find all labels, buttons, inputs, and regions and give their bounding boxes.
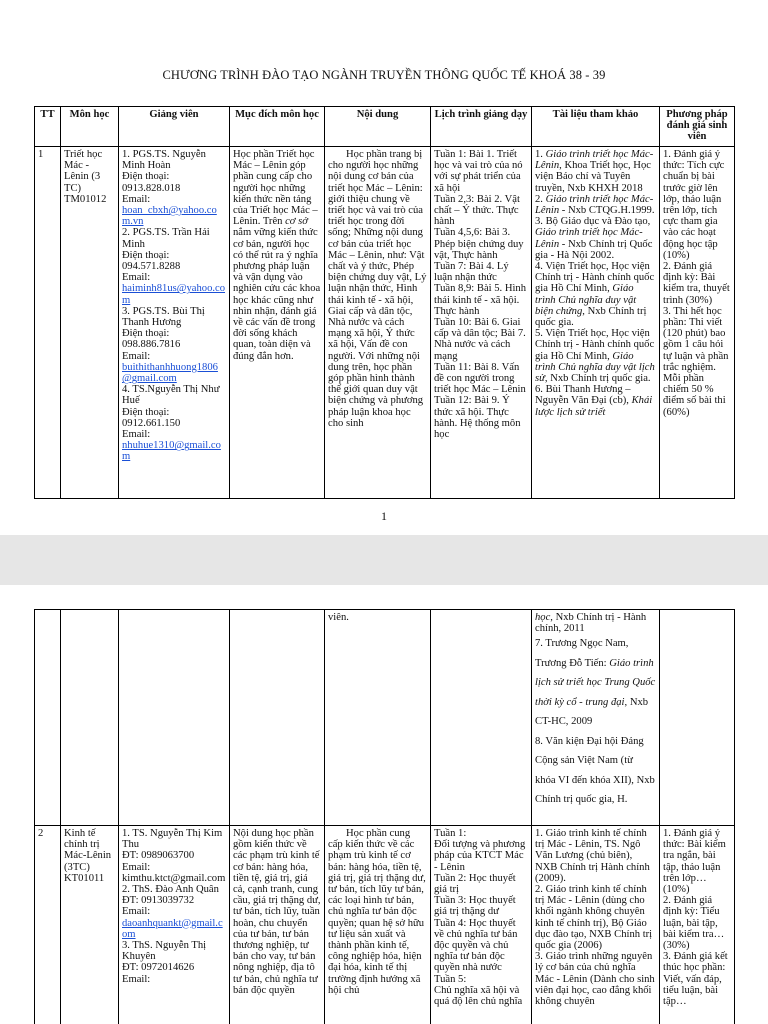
lecturer: 3. ThS. Nguyễn Thị Khuyên ĐT: 0972014626 Email: <box>122 940 207 985</box>
email-link[interactable]: daoanhquankt@gmail.com <box>122 917 223 940</box>
row1-course: Triết học Mác - Lênin (3 TC) TM01012 <box>61 147 119 499</box>
curriculum-table-page-2 <box>34 609 735 1024</box>
page-gap <box>0 535 768 585</box>
row1-tt: 1 <box>35 147 61 499</box>
list-item: 5. Viện Triết học, Học viện Chính trị - Hành chính quốc gia Hồ Chí Minh, Giáo trình Chủ nghĩa duy vật lịch sử, Nxb Chính trị quốc gia. <box>535 328 655 385</box>
list-item: 2. Giáo trình triết học Mác-Lênin - Nxb CTQG.H.1999. <box>535 193 655 217</box>
row1-schedule: Tuần 1: Bài 1. Triết học và vai trò của nó với sự phát triển của xã hội Tuần 2,3: Bài 2. Vật chất – Ý thức. Thực hành Tuần 4,5,6: Bài 3. Phép biện chứng duy vật, Thực hành Tuần 7: Bài 4. Lý luận nhận thức Tuần 8,9: Bài 5. Hình thái kinh tế - xã hội. Thực hành Tuần 10: Bài 6. Giai cấp và dân tộc; Bài 7. Nhà nước và cách mạng Tuần 11: Bài 8. Vấn đề con người trong triết học Mác – Lênin Tuần 12: Bài 9. Ý thức xã hội. Thực hành. Hệ thống môn học <box>431 147 532 499</box>
header-mon-hoc: Môn học <box>61 107 119 147</box>
row2-course: Kinh tế chính trị Mác-Lênin (3TC) KT01011 <box>61 826 119 1024</box>
row1-content-continued: viên. <box>325 610 431 826</box>
row2-assessment: 1. Đánh giá ý thức: Bài kiểm tra ngắn, bài tập, thảo luận trên lớp… (10%) 2. Đánh giá định kỳ: Tiểu luận, bài tập, bài kiểm tra… (30%) 3. Đánh giá kết thúc học phần: Viết, vấn đáp, tiểu luận, bài tập… <box>660 826 735 1024</box>
email-link[interactable]: hoan_cbxh@yahoo.com.vn <box>122 205 217 228</box>
row1-purpose: Học phần Triết học Mác – Lênin góp phần cung cấp cho người học những kiến thức nền tảng của Triết học Mác – Lênin. Trên cơ sở nắm vững kiến thức cơ bản, người học có thể rút ra ý nghĩa phương pháp luận và vận dụng vào nghiên cứu các khoa học khác cũng như nhìn nhận, đánh giá về các vấn đề trong đời sống khách quan, toàn diện và đúng đắn hơn. <box>230 147 325 499</box>
row1-references-continued: học, Nxb Chính trị - Hành chính, 2011 7. Trương Ngọc Nam, Trương Đỗ Tiến: Giáo trình lịch sử triết học Trung Quốc thời kỳ cổ - trung đại, Nxb CT-HC, 2009 8. Văn kiện Đại hội Đảng Cộng sản Việt Nam (từ khóa VI đến khóa XII), Nxb Chính trị quốc gia, H. <box>532 610 660 826</box>
list-item: 1. Giáo trình triết học Mác-Lênin, Khoa Triết học, Học viện Báo chí và Tuyên truyền, Nxb KHXH 2018 <box>535 149 654 194</box>
header-tt: TT <box>35 107 61 147</box>
header-phuong-phap: Phương pháp đánh giá sinh viên <box>660 107 735 147</box>
header-giang-vien: Giảng viên <box>119 107 230 147</box>
list-item: 6. Bùi Thanh Hương – Nguyễn Văn Đại (cb), Khái lược lịch sử triết <box>535 384 653 418</box>
table-row <box>35 610 735 826</box>
row1-lecturers <box>119 147 230 499</box>
lecturer: 1. PGS.TS. Nguyễn Minh Hoàn Điện thoại: 0913.828.018 Email: hoan_cbxh@yahoo.com.vn <box>122 149 217 228</box>
row1-references <box>532 147 660 499</box>
table-header-row <box>35 107 735 147</box>
email-link[interactable]: haiminh81us@yahoo.com <box>122 283 226 306</box>
list-item: 8. Văn kiện Đại hội Đảng Cộng sản Việt Nam (từ khóa VI đến khóa XII), Nxb Chính trị quốc gia, H. <box>535 735 655 806</box>
lecturer: 1. TS. Nguyễn Thị Kim Thu ĐT: 0989063700 Email: kimthu.ktct@gmail.com <box>122 828 226 884</box>
list-item: 3. Bộ Giáo dục và Đào tạo, Giáo trình triết học Mác-Lênin - Nxb Chính trị Quốc gia - Hà Nội 2002. <box>535 216 653 261</box>
header-muc-dich: Mục đích môn học <box>230 107 325 147</box>
table-row <box>35 826 735 1024</box>
page-number: 1 <box>381 509 387 523</box>
row2-tt: 2 <box>35 826 61 1024</box>
row1-assessment: 1. Đánh giá ý thức: Tích cực chuẩn bị bài trước giờ lên lớp, thảo luận trên lớp, tích cực tham gia vào các hoạt động học tập (10%) 2. Đánh giá định kỳ: Bài kiểm tra, thuyết trình (30%) 3. Thi hết học phần: Thi viết (120 phút) bao gồm 1 câu hỏi tự luận và phần trắc nghiệm. Mỗi phần chiếm 50 % điểm số bài thi (60%) <box>660 147 735 499</box>
row2-schedule: Tuần 1: Đối tượng và phương pháp của KTCT Mác - Lênin Tuần 2: Học thuyết giá trị Tuần 3: Học thuyết giá trị thặng dư Tuần 4: Học thuyết về chủ nghĩa tư bản độc quyền và chủ nghĩa tư bản độc quyền nhà nước Tuần 5: Chủ nghĩa xã hội và quá độ lên chủ nghĩa <box>431 826 532 1024</box>
table-row <box>35 147 735 499</box>
lecturer: 2. PGS.TS. Trần Hải Minh Điện thoại: 094.571.8288 Email: haiminh81us@yahoo.com <box>122 227 226 306</box>
lecturer: 4. TS.Nguyễn Thị Như Huế Điện thoại: 0912.661.150 Email: nhuhue1310@gmail.com <box>122 384 221 463</box>
lecturer: 3. PGS.TS. Bùi Thị Thanh Hương Điện thoại: 098.886.7816 Email: buithithanhhuong1806@gmail.com <box>122 305 218 385</box>
lecturer: 2. ThS. Đào Anh Quân ĐT: 0913039732 Email: daoanhquankt@gmail.com <box>122 884 223 940</box>
row1-content: Học phần trang bị cho người học những nội dung cơ bản của triết học Mác – Lênin: giới thiệu chung về triết học và vai trò của triết học trong đời sống; Những nội dung cơ bản của triết học Mác – Lênin, như: Vật chất và ý thức, Phép biện chứng duy vật, Lý luận nhận thức, Hình thái kinh tế - xã hội, Giai cấp và dân tộc, Nhà nước và cách mạng xã hội, Ý thức xã hội, Vấn đề con người. Với những nội dung trên, học phần góp phần hình thành thế giới quan duy vật biện chứng và phương pháp luận khoa học cho sinh <box>325 147 431 499</box>
row2-lecturers <box>119 826 230 1024</box>
document-title: CHƯƠNG TRÌNH ĐÀO TẠO NGÀNH TRUYỀN THÔNG QUỐC TẾ KHOÁ 38 - 39 <box>162 68 606 82</box>
list-item: 4. Viện Triết học, Học viện Chính trị - Hành chính quốc gia Hồ Chí Minh, Giáo trình Chủ nghĩa duy vật biện chứng, Nxb Chính trị quốc gia. <box>535 261 655 329</box>
row2-purpose: Nội dung học phần gồm kiến thức về các phạm trù kinh tế cơ bản: hàng hóa, tiền tệ, giá trị, giá cả, cạnh tranh, cung cầu, giá trị thặng dư, tư bản, tích lũy, tuần hoàn, chu chuyển của tư bản, tư bản thương nghiệp, tư bản cho vay, tư bản nông nghiệp, địa tô tư bản, chủ nghĩa tư bản độc quyền <box>230 826 325 1024</box>
email-link[interactable]: nhuhue1310@gmail.com <box>122 440 221 463</box>
curriculum-table-page-1 <box>34 106 735 499</box>
row2-content: Học phần cung cấp kiến thức về các phạm trù kinh tế cơ bản: hàng hóa, tiền tệ, giá trị, giá trị thặng dư, tư bản, tích lũy tư bản, các loại hình tư bản, chủ nghĩa tư bản độc quyền; quan hệ sở hữu tư liệu sản xuất và thành phần kinh tế, công nghiệp hóa, hiện đại hóa, kinh tế thị trường định hướng xã hội chủ <box>325 826 431 1024</box>
email-text: kimthu.ktct@gmail.com <box>122 872 226 884</box>
header-tai-lieu: Tài liệu tham khảo <box>532 107 660 147</box>
list-item: 7. Trương Ngọc Nam, Trương Đỗ Tiến: Giáo trình lịch sử triết học Trung Quốc thời kỳ cổ - trung đại, Nxb CT-HC, 2009 <box>535 638 656 728</box>
page-2 <box>0 585 768 1024</box>
row2-references: 1. Giáo trình kinh tế chính trị Mác - Lênin, TS. Ngô Văn Lương (chủ biên), NXB Chính trị Hành chính (2009). 2. Giáo trình kinh tế chính trị Mác - Lênin (dùng cho khối ngành không chuyên kinh tế chính trị), Bộ Giáo dục đào tạo, NXB Chính trị quốc gia (2006) 3. Giáo trình những nguyên lý cơ bản của chủ nghĩa Mác - Lênin (Dành cho sinh viên đại học, cao đẳng khối không chuyên <box>532 826 660 1024</box>
email-link[interactable]: buithithanhhuong1806@gmail.com <box>122 361 218 385</box>
header-lich-trinh: Lịch trình giảng dạy <box>431 107 532 147</box>
header-noi-dung: Nội dung <box>325 107 431 147</box>
